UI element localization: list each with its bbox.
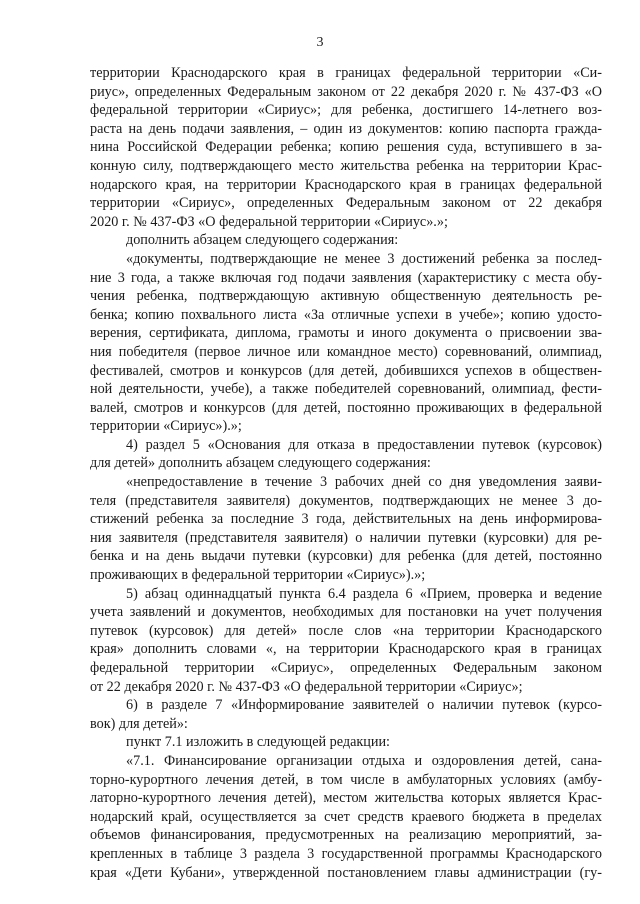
text-line: 4) раздел 5 «Основания для отказа в предоставлении путевок (курсовок)	[126, 436, 602, 453]
text-line: нина Российской Федерации ребенка; копию решения суда, вступившего в за-	[90, 139, 602, 156]
text-line: края» дополнить словами «, на территории Краснодарского края в границах	[90, 641, 602, 658]
text-line: вок) для детей»:	[90, 715, 188, 732]
text-line: ной деятельности, учебе), а также победителей соревнований, олимпиад, фести-	[90, 381, 602, 398]
text-line: риус», определенных Федеральным законом от 22 декабря 2020 г. № 437-ФЗ «О	[90, 83, 602, 100]
text-line: учета заявлений и документов, необходимых для постановки на учет получения	[90, 604, 602, 621]
text-line: нодарского края, на территории Краснодарского края в границах федеральной	[90, 176, 602, 193]
text-line: валей, смотров и конкурсов (для детей, постоянно проживающих в федеральной	[90, 399, 602, 416]
text-line: дополнить абзацем следующего содержания:	[126, 232, 399, 249]
text-line: бенка; копию похвального листа «За отличные успехи в учебе»; копию удосто-	[90, 306, 602, 323]
text-line: края «Дети Кубани», утвержденной постановлением главы администрации (гу-	[90, 864, 602, 881]
text-line: торно-курортного лечения детей, в том числе в амбулаторных условиях (амбу-	[90, 771, 602, 788]
text-line: конную силу, подтверждающего место жительства ребенка на территории Крас-	[90, 157, 602, 174]
text-line: 5) абзац одиннадцатый пункта 6.4 раздела 6 «Прием, проверка и ведение	[126, 585, 602, 602]
text-line: путевок (курсовок) для детей» после слов «на территории Краснодарского	[90, 622, 602, 639]
text-line: «непредоставление в течение 3 рабочих дней со дня уведомления заяви-	[126, 474, 602, 491]
text-line: раста на день подачи заявления, – один из документов: копию паспорта гражда-	[90, 120, 602, 137]
text-line: 2020 г. № 437-ФЗ «О федеральной территории «Сириус».»;	[90, 213, 448, 230]
page-number: 3	[316, 35, 324, 50]
text-line: территории «Сириус», определенных Федеральным законом от 22 декабря	[90, 195, 602, 212]
text-line: федеральной территории «Сириус»; для ребенка, достигшего 14-летнего воз-	[90, 102, 602, 119]
text-line: федеральной территории «Сириус», определенных Федеральным законом	[90, 660, 602, 676]
text-line: от 22 декабря 2020 г. № 437-ФЗ «О федеральной территории «Сириус»;	[90, 678, 523, 695]
text-line: чения ребенка, подтверждающую активную общественную деятельность ре-	[90, 288, 602, 305]
text-line: проживающих в федеральной территории «Сириус»).»;	[90, 567, 426, 584]
text-line: ния заявителя (представителя заявителя) о наличии путевки (курсовки) для ре-	[90, 529, 602, 546]
text-line: «7.1. Финансирование организации отдыха и оздоровления детей, сана-	[126, 752, 602, 769]
text-line: верения, сертификата, диплома, грамоты и иного документа о присвоении зва-	[90, 325, 602, 342]
text-line: фестивалей, смотров и конкурсов (для детей, добившихся успехов в обществен-	[90, 362, 602, 379]
text-line: для детей» дополнить абзацем следующего содержания:	[90, 455, 431, 472]
text-line: теля (представителя заявителя) документов, подтверждающих не менее 3 до-	[90, 492, 602, 509]
text-line: территории Краснодарского края в границах федеральной территории «Си-	[90, 65, 602, 81]
text-line: ния победителя (первое личное или командное место) соревнований, олимпиад,	[90, 343, 602, 360]
text-line: пункт 7.1 изложить в следующей редакции:	[126, 734, 390, 751]
text-line: «документы, подтверждающие не менее 3 достижений ребенка за послед-	[126, 250, 602, 267]
text-line: ние 3 года, а также включая год подачи заявления (характеристику с места обу-	[90, 269, 602, 286]
text-line: территории «Сириус»).»;	[90, 418, 242, 435]
text-line: бенка и на день выдачи путевки (курсовки) для ребенка (для детей, постоянно	[90, 548, 602, 565]
text-line: крепленных в таблице 3 раздела 3 государственной программы Краснодарского	[90, 845, 602, 862]
text-line: 6) в разделе 7 «Информирование заявителей о наличии путевок (курсо-	[126, 697, 602, 714]
text-line: объемов финансирования, предусмотренных на реализацию мероприятий, за-	[90, 827, 602, 844]
text-line: стижений ребенка за последние 3 года, действительных на день информирова-	[90, 511, 602, 528]
text-line: нодарский край, осуществляется за счет средств краевого бюджета в пределах	[90, 808, 602, 825]
body-text	[90, 64, 602, 882]
text-line: латорно-курортного лечения детей), местом жительства которых является Крас-	[90, 790, 602, 807]
